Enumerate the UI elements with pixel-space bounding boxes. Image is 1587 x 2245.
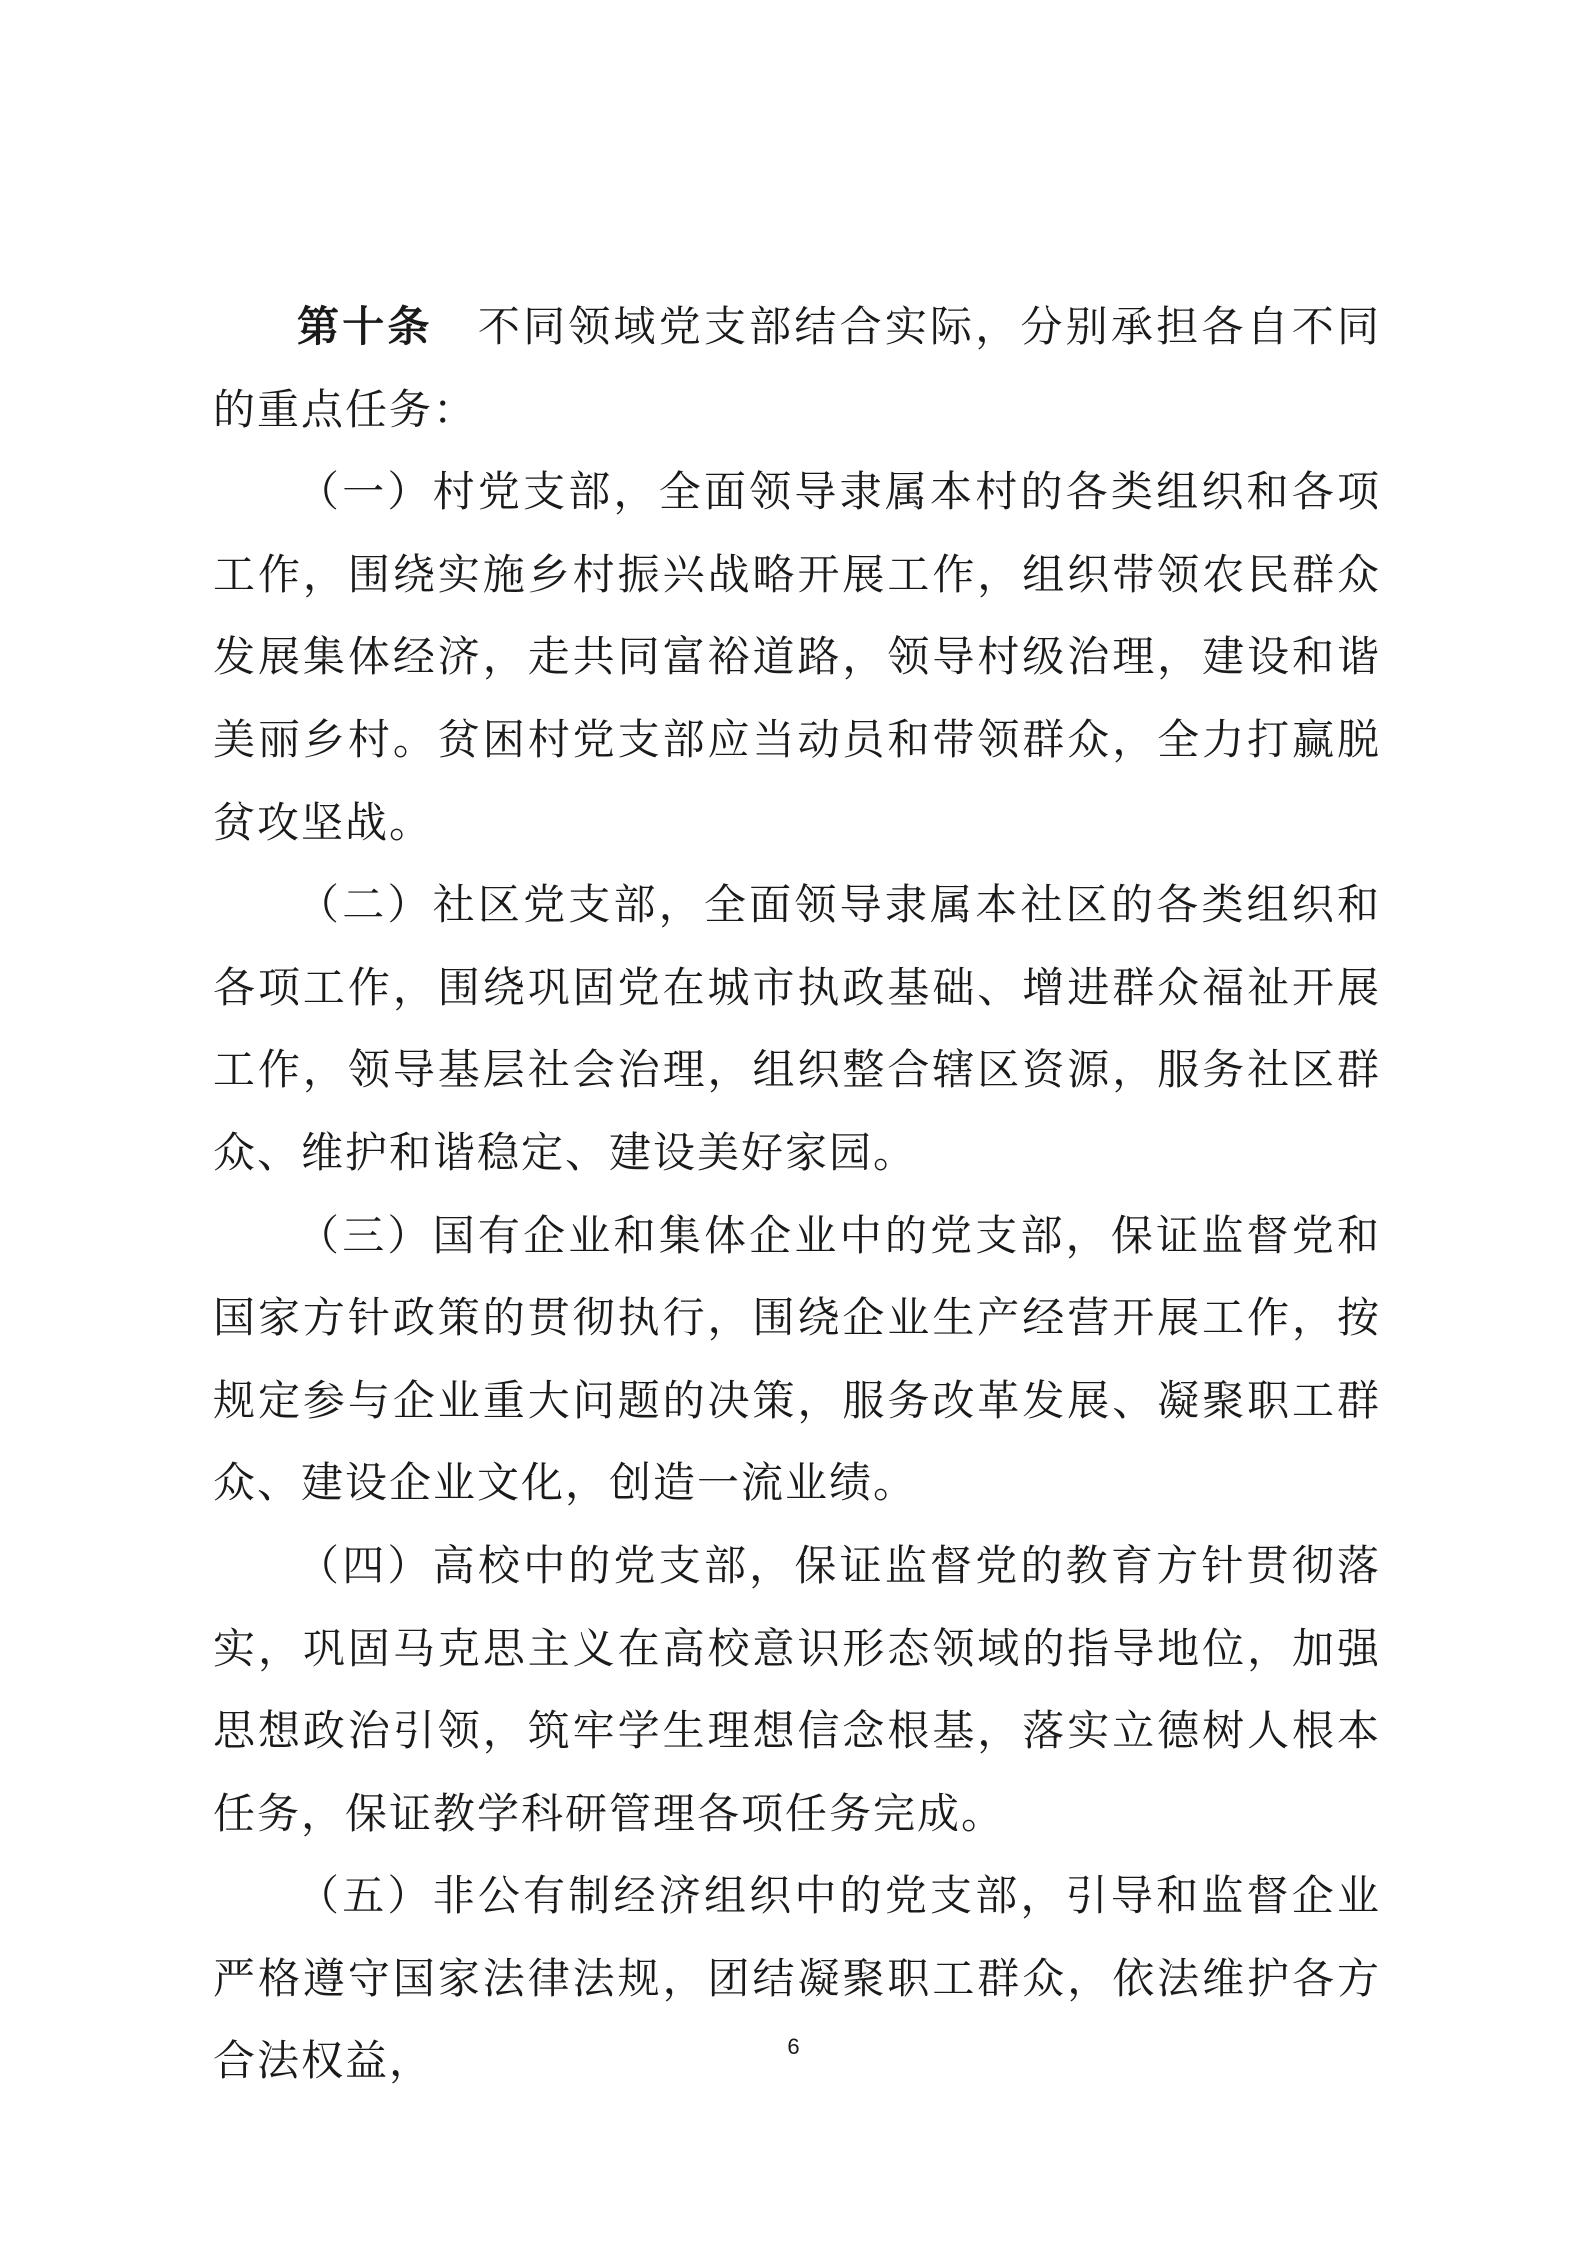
item-paragraph-4: （四）高校中的党支部，保证监督党的教育方针贯彻落实，巩固马克思主义在高校意识形态领域的指导地位，加强思想政治引领，筑牢学生理想信念根基，落实立德树人根本任务，保证教学科研管理各项任务完成。 bbox=[213, 1540, 1381, 1838]
item-paragraph-5: （五）非公有制经济组织中的党支部，引导和监督企业严格遵守国家法律法规，团结凝聚职工群众，依法维护各方合法权益， bbox=[213, 1871, 1381, 2086]
item-paragraph-2: （二）社区党支部，全面领导隶属本社区的各类组织和各项工作，围绕巩固党在城市执政基础、增进群众福祉开展工作，领导基层社会治理，组织整合辖区资源，服务社区群众、维护和谐稳定、建设美好家园。 bbox=[213, 880, 1381, 1177]
item-paragraph-3: （三）国有企业和集体企业中的党支部，保证监督党和国家方针政策的贯彻执行，围绕企业生产经营开展工作，按规定参与企业重大问题的决策，服务改革发展、凝聚职工群众、建设企业文化，创造一流业绩。 bbox=[213, 1210, 1381, 1508]
article-paragraph bbox=[213, 286, 1381, 451]
item-paragraph-1: （一）村党支部，全面领导隶属本村的各类组织和各项工作，围绕实施乡村振兴战略开展工作，组织带领农民群众发展集体经济，走共同富裕道路，领导村级治理，建设和谐美丽乡村。贫困村党支部应当动员和带领群众，全力打赢脱贫攻坚战。 bbox=[213, 467, 1381, 847]
article-intro: 不同领域党支部结合实际，分别承担各自不同的重点任务： bbox=[213, 302, 1381, 434]
page-number: 6 bbox=[787, 2034, 800, 2059]
article-spacer bbox=[433, 302, 477, 351]
document-body bbox=[213, 286, 1381, 2103]
article-number: 第十条 bbox=[297, 302, 433, 351]
